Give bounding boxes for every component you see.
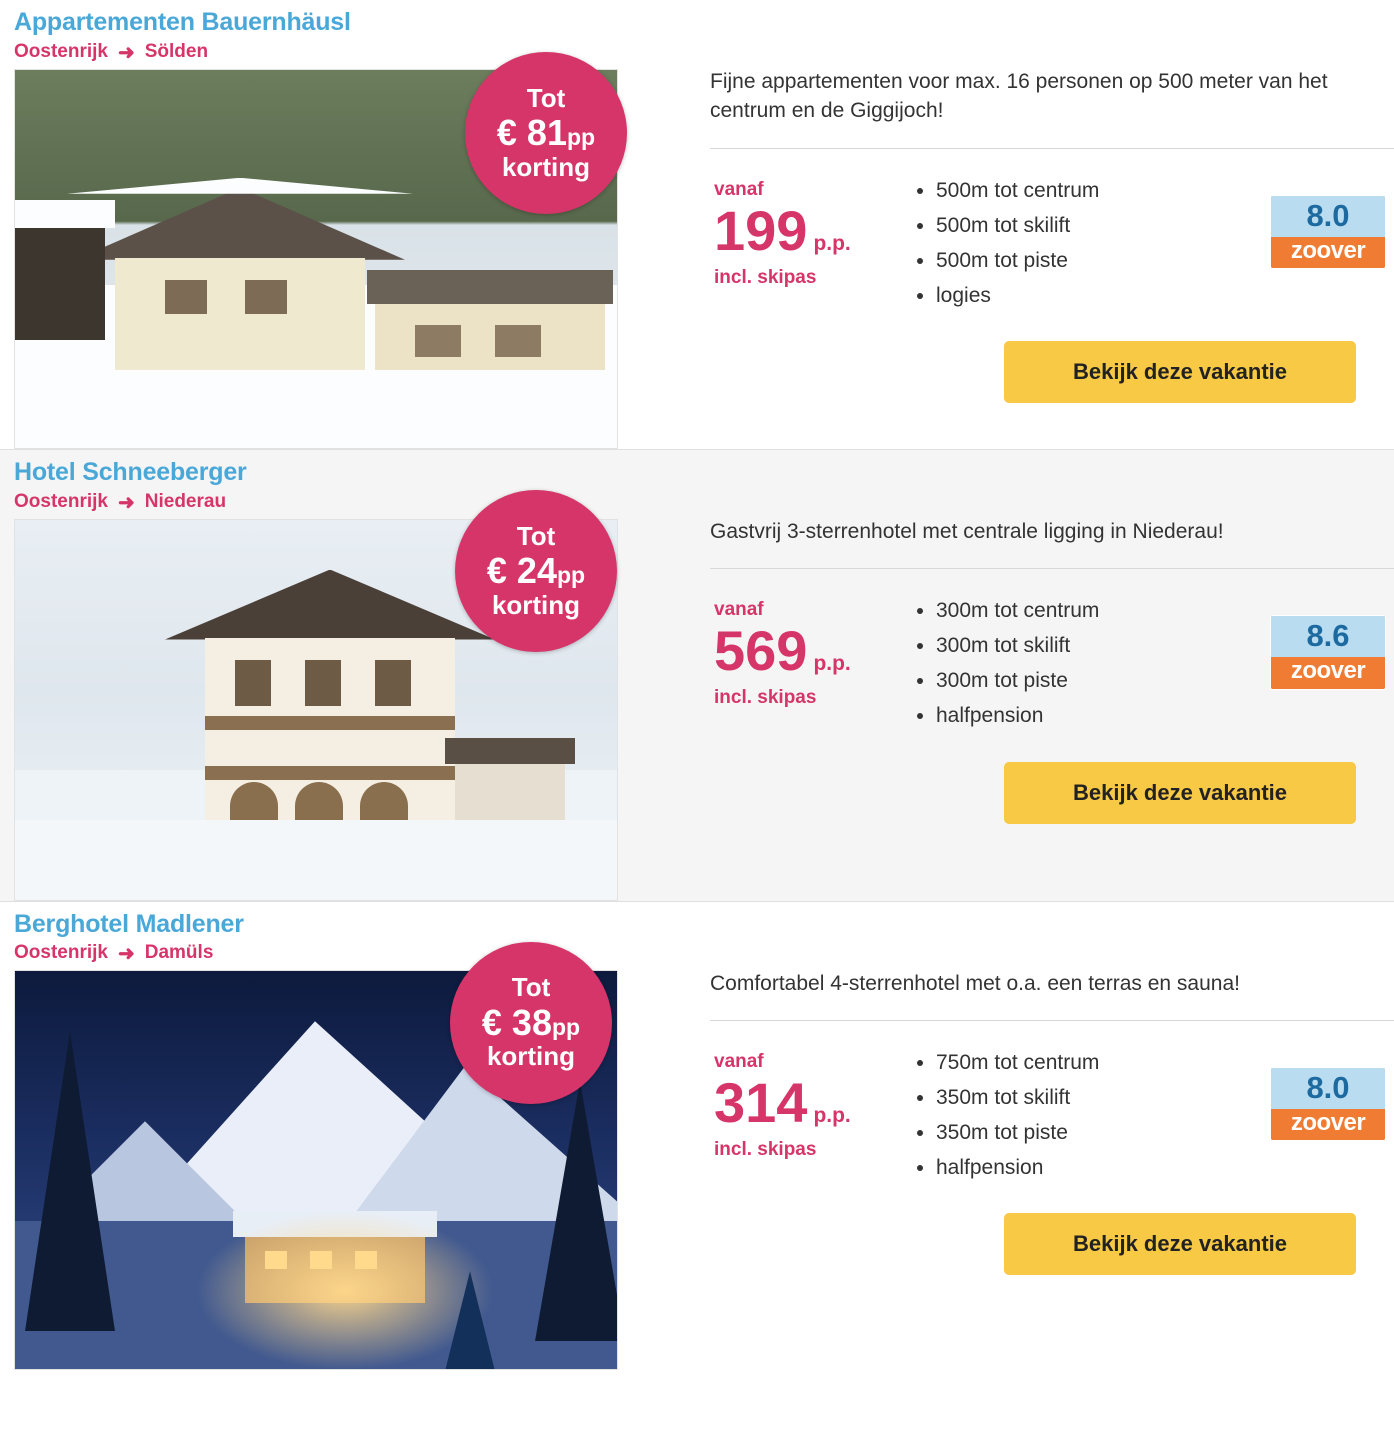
- offer-card: [0, 902, 1394, 1371]
- offer-info-row: [710, 1021, 1394, 1191]
- resort-label: Sölden: [144, 40, 209, 62]
- price-note: incl. skipas: [714, 687, 817, 709]
- badge-amount: [497, 114, 595, 152]
- zoover-rating[interactable]: [1270, 195, 1386, 269]
- cta-wrap: [710, 319, 1394, 403]
- arrow-right-icon: ➜: [117, 943, 135, 966]
- view-holiday-button[interactable]: Bekijk deze vakantie: [1004, 762, 1356, 824]
- price-block: [710, 179, 910, 289]
- price-value-row: [714, 198, 910, 262]
- offer-location: [0, 940, 700, 970]
- offer-title[interactable]: Berghotel Madlener: [14, 909, 244, 938]
- list-item: • 350m tot skilift: [936, 1086, 1270, 1109]
- zoover-logo: zoover: [1271, 657, 1385, 688]
- offer-media: [0, 450, 700, 901]
- price-label: vanaf: [714, 178, 764, 200]
- price-label: vanaf: [714, 1050, 764, 1072]
- rating-score: 8.6: [1271, 616, 1385, 657]
- price-block: [710, 1051, 910, 1161]
- badge-unit: pp: [551, 1013, 581, 1040]
- cta-wrap: [710, 740, 1394, 824]
- list-item: • logies: [936, 284, 1270, 307]
- price-per-person: p.p.: [813, 652, 851, 676]
- resort-label: Niederau: [144, 490, 227, 512]
- price-value-row: [714, 619, 910, 683]
- rating-score: 8.0: [1271, 196, 1385, 237]
- arrow-right-icon: ➜: [117, 491, 135, 514]
- offer-description: Gastvrij 3-sterrenhotel met centrale ligging in Niederau!: [710, 519, 1224, 543]
- discount-badge: [455, 490, 617, 652]
- list-item: • 500m tot skilift: [936, 214, 1270, 237]
- offer-description: Fijne appartementen voor max. 16 personen op 500 meter van het centrum en de Giggijoch!: [710, 70, 1328, 123]
- offer-location: [0, 489, 700, 519]
- price-value-row: [714, 1070, 910, 1134]
- features-block: [910, 1051, 1270, 1191]
- price-per-person: p.p.: [813, 231, 851, 255]
- rating-score: 8.0: [1271, 1068, 1385, 1109]
- offer-description: Comfortabel 4-sterrenhotel met o.a. een terras en sauna!: [710, 971, 1240, 995]
- features-block: [910, 599, 1270, 739]
- badge-amount-value: € 24: [486, 549, 557, 591]
- offer-media: [0, 0, 700, 449]
- price-note: incl. skipas: [714, 1138, 817, 1160]
- badge-line-1: Tot: [511, 972, 551, 1003]
- badge-unit: pp: [566, 124, 596, 151]
- offer-info-row: [710, 149, 1394, 319]
- price-value: 199: [714, 198, 808, 262]
- country-label: Oostenrijk: [14, 490, 108, 512]
- rating-block: [1270, 1051, 1394, 1141]
- features-list: [910, 1051, 1270, 1179]
- list-item: • 300m tot skilift: [936, 634, 1270, 657]
- price-block: [710, 599, 910, 709]
- offer-card: [0, 0, 1394, 449]
- offer-title[interactable]: Appartementen Bauernhäusl: [14, 8, 351, 36]
- badge-line-3: korting: [501, 151, 591, 182]
- badge-amount-value: € 38: [481, 1001, 552, 1043]
- offer-details: [700, 0, 1394, 449]
- badge-amount-value: € 81: [496, 112, 567, 154]
- features-list: [910, 599, 1270, 727]
- country-label: Oostenrijk: [14, 942, 108, 964]
- list-item: • 300m tot centrum: [936, 599, 1270, 622]
- rating-block: [1270, 179, 1394, 269]
- price-per-person: p.p.: [813, 1103, 851, 1127]
- badge-line-3: korting: [486, 1041, 576, 1072]
- zoover-rating[interactable]: [1270, 615, 1386, 689]
- badge-amount: [486, 549, 586, 591]
- discount-badge: [465, 52, 627, 214]
- zoover-logo: zoover: [1271, 237, 1385, 268]
- price-value: 569: [714, 619, 808, 683]
- list-item: • 300m tot piste: [936, 669, 1270, 692]
- features-block: [910, 179, 1270, 319]
- price-value: 314: [714, 1070, 808, 1134]
- list-item: • 500m tot centrum: [936, 179, 1270, 202]
- badge-line-1: Tot: [516, 520, 556, 551]
- list-item: • halfpension: [936, 1156, 1270, 1179]
- zoover-logo: zoover: [1271, 1109, 1385, 1140]
- badge-line-3: korting: [491, 589, 581, 620]
- badge-unit: pp: [556, 561, 586, 588]
- offer-card: [0, 450, 1394, 901]
- zoover-rating[interactable]: [1270, 1067, 1386, 1141]
- list-item: • halfpension: [936, 704, 1270, 727]
- badge-line-1: Tot: [526, 82, 566, 113]
- offer-details: [700, 450, 1394, 901]
- price-label: vanaf: [714, 599, 764, 621]
- list-item: • 350m tot piste: [936, 1121, 1270, 1144]
- arrow-right-icon: ➜: [117, 41, 135, 64]
- price-note: incl. skipas: [714, 266, 817, 288]
- view-holiday-button[interactable]: Bekijk deze vakantie: [1004, 1213, 1356, 1275]
- badge-amount: [481, 1001, 581, 1043]
- offer-title[interactable]: Hotel Schneeberger: [14, 457, 247, 486]
- list-item: • 750m tot centrum: [936, 1051, 1270, 1074]
- resort-label: Damüls: [144, 942, 214, 964]
- cta-wrap: [710, 1191, 1394, 1275]
- rating-block: [1270, 599, 1394, 689]
- list-item: • 500m tot piste: [936, 249, 1270, 272]
- offer-details: [700, 902, 1394, 1371]
- offer-info-row: [710, 569, 1394, 739]
- country-label: Oostenrijk: [14, 40, 108, 62]
- features-list: [910, 179, 1270, 307]
- discount-badge: [450, 942, 612, 1104]
- view-holiday-button[interactable]: Bekijk deze vakantie: [1004, 341, 1356, 403]
- offer-media: [0, 902, 700, 1371]
- offer-location: [0, 39, 700, 69]
